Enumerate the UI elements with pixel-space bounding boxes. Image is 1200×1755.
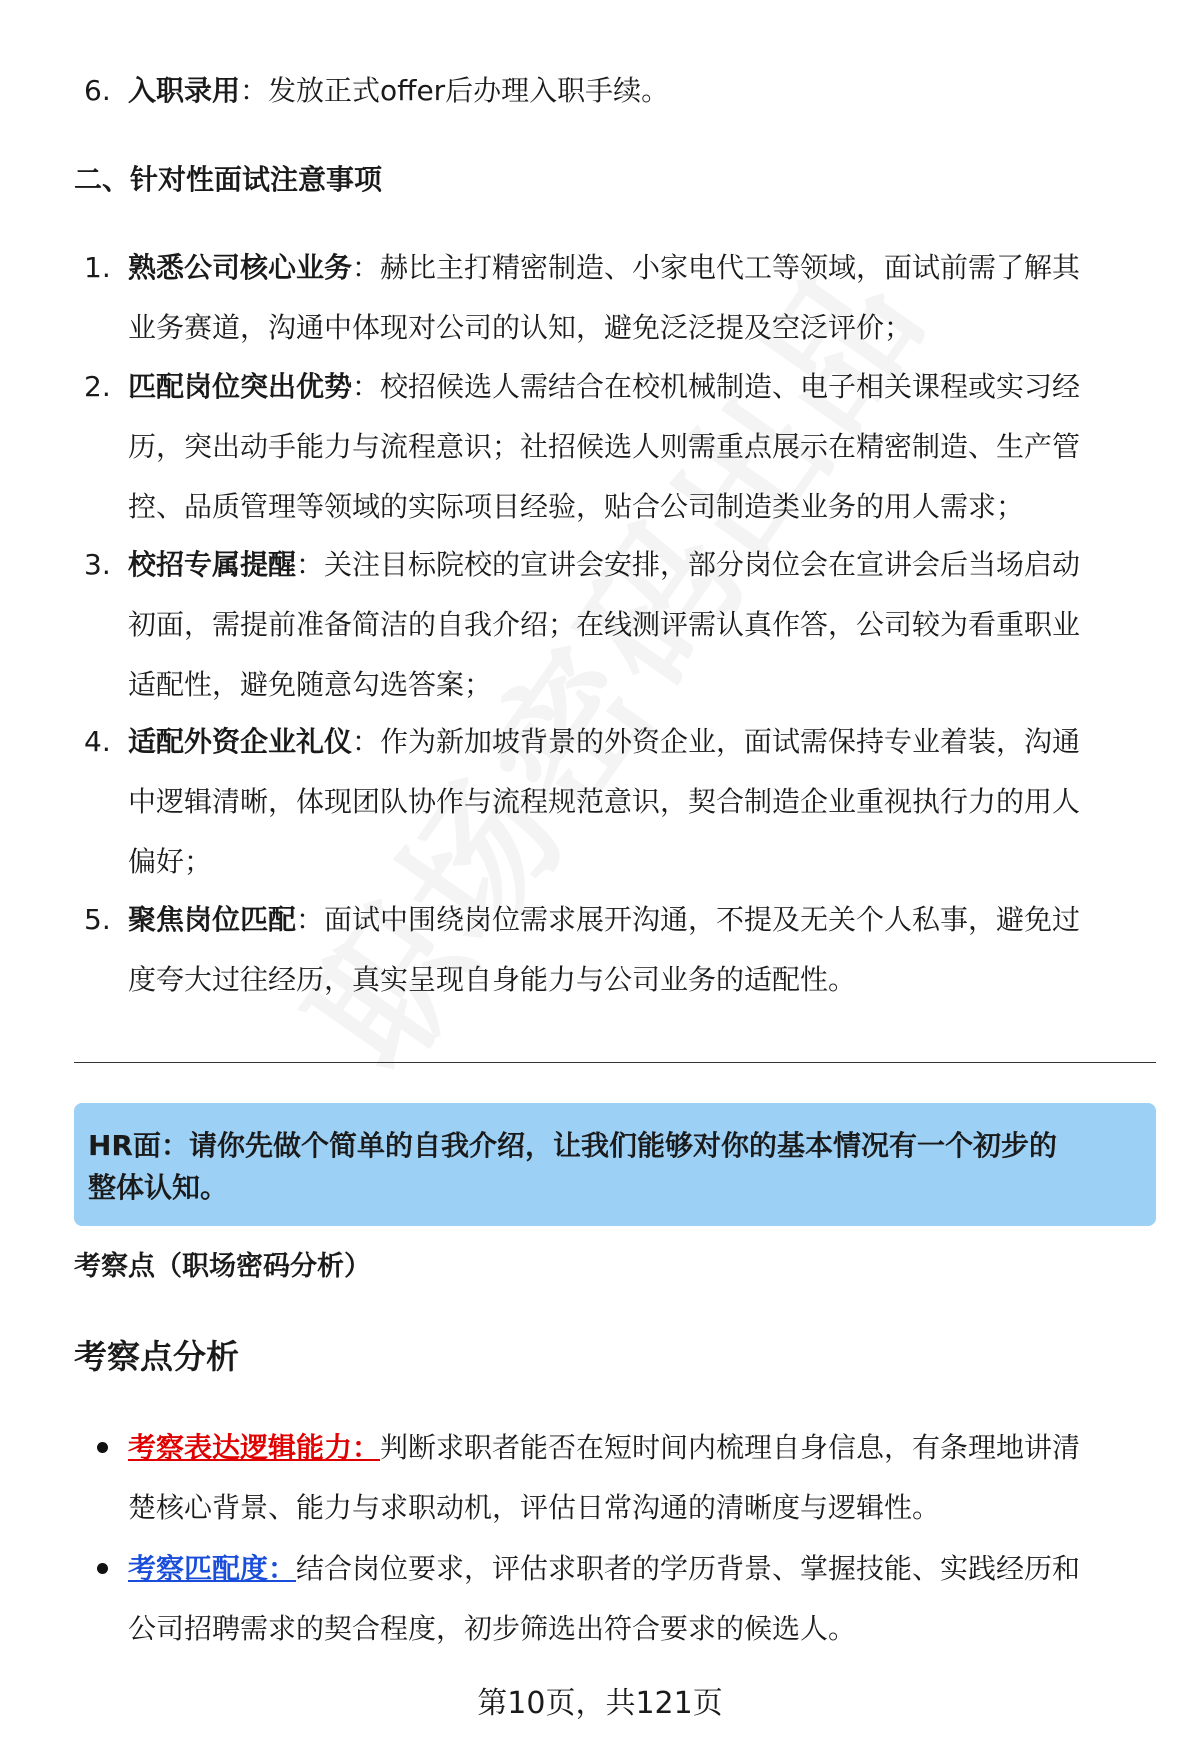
list-item: 适配外资企业礼仪：作为新加坡背景的外资企业，面试需保持专业着装，沟通 中逻辑清晰，体现团队协作与流程规范意识，契合制造企业重视执行力的用人 偏好； xyxy=(128,725,1081,878)
item-title: 熟悉公司核心业务 xyxy=(128,251,353,284)
list-number: 5. xyxy=(84,903,111,936)
analysis-heading: 考察点分析 xyxy=(74,1337,239,1376)
list-item xyxy=(128,61,1138,121)
list-number: 2. xyxy=(84,370,111,403)
item-text: ：发放正式offer后办理入职手续。 xyxy=(240,74,670,107)
bullet-dot xyxy=(97,1563,108,1574)
analysis-subheading: 考察点（职场密码分析） xyxy=(74,1251,371,1282)
list-item: 校招专属提醒：关注目标院校的宣讲会安排，部分岗位会在宣讲会后当场启动 初面，需提前准备简洁的自我介绍；在线测评需认真作答，公司较为看重职业 适配性，避免随意勾选答案； xyxy=(128,548,1081,701)
list-number: 4. xyxy=(84,725,111,758)
section-heading: 二、针对性面试注意事项 xyxy=(74,163,383,196)
item-title: 聚焦岗位匹配 xyxy=(128,903,297,936)
list-item: 熟悉公司核心业务：赫比主打精密制造、小家电代工等领域，面试前需了解其 业务赛道，沟通中体现对公司的认知，避免泛泛提及空泛评价； xyxy=(128,251,1081,344)
item-title: 适配外资企业礼仪 xyxy=(128,725,353,758)
bullet-item: 考察匹配度：结合岗位要求，评估求职者的学历背景、掌握技能、实践经历和 公司招聘需求的契合程度，初步筛选出符合要求的候选人。 xyxy=(128,1552,1081,1645)
item-title: 匹配岗位突出优势 xyxy=(128,370,353,403)
list-number: 1. xyxy=(84,251,111,284)
bullet-item: 考察表达逻辑能力：判断求职者能否在短时间内梳理自身信息，有条理地讲清 楚核心背景、能力与求职动机，评估日常沟通的清晰度与逻辑性。 xyxy=(128,1431,1081,1524)
analysis-link[interactable]: 考察表达逻辑能力： xyxy=(128,1431,381,1464)
item-title: 入职录用 xyxy=(128,74,241,107)
list-number: 3. xyxy=(84,548,111,581)
list-number: 6. xyxy=(84,74,111,107)
list-item: 聚焦岗位匹配：面试中围绕岗位需求展开沟通，不提及无关个人私事，避免过 度夸大过往经历，真实呈现自身能力与公司业务的适配性。 xyxy=(128,903,1081,996)
divider xyxy=(74,1062,1156,1063)
question-text: HR面：请你先做个简单的自我介绍，让我们能够对你的基本情况有一个初步的 整体认知。 xyxy=(88,1129,1057,1204)
page-footer: 第10页，共121页 xyxy=(477,1686,723,1721)
list-item: 匹配岗位突出优势：校招候选人需结合在校机械制造、电子相关课程或实习经 历，突出动手能力与流程意识；社招候选人则需重点展示在精密制造、生产管 控、品质管理等领域的实际项目经验，贴合公司制造类业务的用人需求； xyxy=(128,370,1081,523)
analysis-link[interactable]: 考察匹配度： xyxy=(128,1552,297,1585)
question-box xyxy=(74,1103,1156,1226)
item-title: 校招专属提醒 xyxy=(128,548,297,581)
bullet-dot xyxy=(97,1442,108,1453)
